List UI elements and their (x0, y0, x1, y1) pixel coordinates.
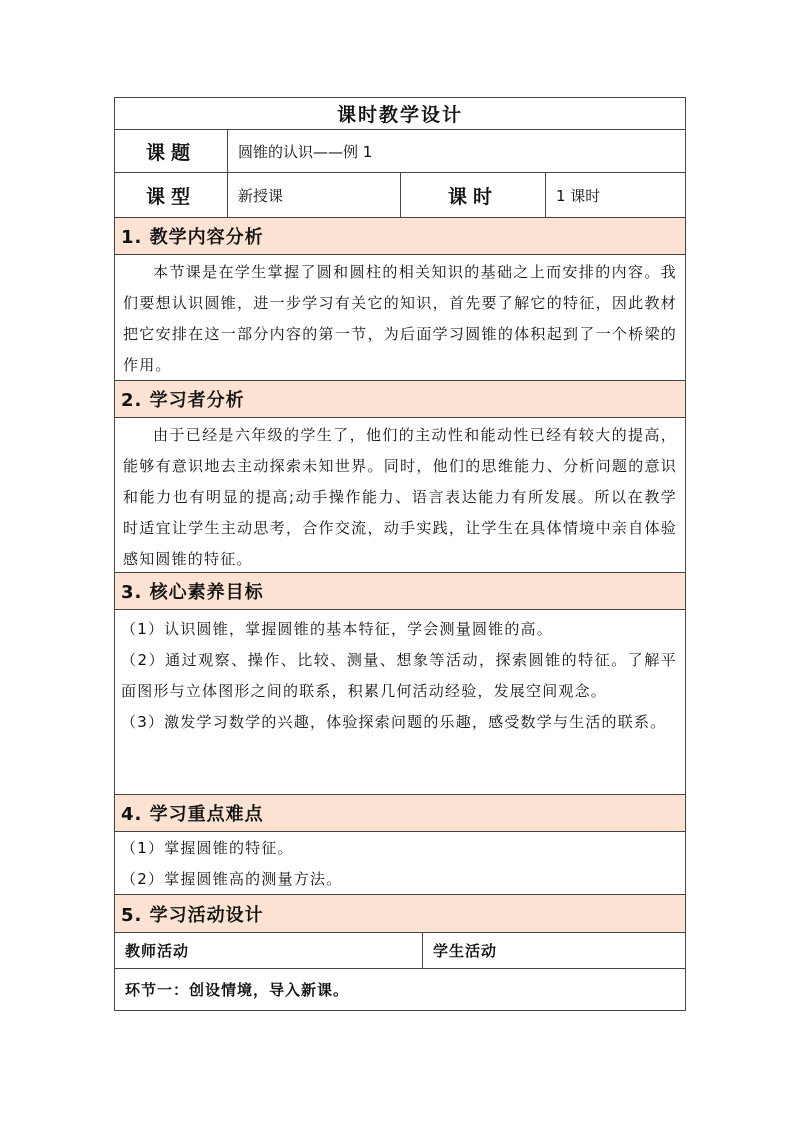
teacher-activity-header: 教师活动 (115, 933, 423, 968)
topic-row (115, 130, 685, 173)
key-point-item: （1）掌握圆锥的特征。 (121, 839, 294, 857)
section-body-2 (115, 418, 685, 573)
objective-item: （3）激发学习数学的兴趣，体验探索问题的乐趣，感受数学与生活的联系。 (121, 713, 667, 731)
objective-item: （1）认识圆锥，掌握圆锥的基本特征，学会测量圆锥的高。 (121, 620, 553, 638)
type-label: 课型 (115, 173, 228, 217)
page-title: 课时教学设计 (336, 104, 463, 126)
section-heading-1: 1. 教学内容分析 (115, 218, 685, 255)
lesson-plan-table (114, 97, 686, 1011)
content-analysis-text: 本节课是在学生掌握了圆和圆柱的相关知识的基础之上而安排的内容。我们要想认识圆锥，进一步学习有关它的知识，首先要了解它的特征，因此教材把它安排在这一部分内容的第一节，为后面学习圆锥的体积起到了一个桥梁的作用。 (123, 263, 677, 374)
period-value: 1 课时 (556, 186, 601, 205)
student-activity-header: 学生活动 (433, 942, 498, 960)
learner-analysis-text: 由于已经是六年级的学生了，他们的主动性和能动性已经有较大的提高，能够有意识地去主动探索未知世界。同时，他们的思维能力、分析问题的意识和能力也有明显的提高;动手操作能力、语言表达能力有所发展。所以在教学时适宜让学生主动思考，合作交流，动手实践，让学生在具体情境中亲自体验感知圆锥的特征。 (123, 426, 677, 568)
key-points-list (121, 833, 677, 895)
section-body-1 (115, 255, 685, 381)
section-heading-4: 4. 学习重点难点 (115, 795, 685, 832)
section-heading-3: 3. 核心素养目标 (115, 573, 685, 610)
section-heading-5: 5. 学习活动设计 (115, 895, 685, 933)
objectives-list (121, 614, 677, 738)
objective-item: （2）通过观察、操作、比较、测量、想象等活动，探索圆锥的特征。了解平面图形与立体图形之间的联系，积累几何活动经验，发展空间观念。 (121, 651, 677, 700)
step-row (115, 969, 685, 1010)
section-body-4 (115, 832, 685, 895)
type-value: 新授课 (228, 173, 401, 217)
section-body-3 (115, 610, 685, 795)
key-point-item: （2）掌握圆锥高的测量方法。 (121, 870, 343, 888)
step-1-title: 环节一：创设情境，导入新课。 (125, 981, 350, 999)
activity-header-row (115, 933, 685, 969)
section-heading-2: 2. 学习者分析 (115, 381, 685, 418)
period-label: 课时 (401, 173, 546, 217)
type-row (115, 173, 685, 218)
topic-value: 圆锥的认识——例 1 (238, 142, 373, 161)
title-row (115, 98, 685, 130)
topic-label: 课题 (115, 130, 228, 172)
